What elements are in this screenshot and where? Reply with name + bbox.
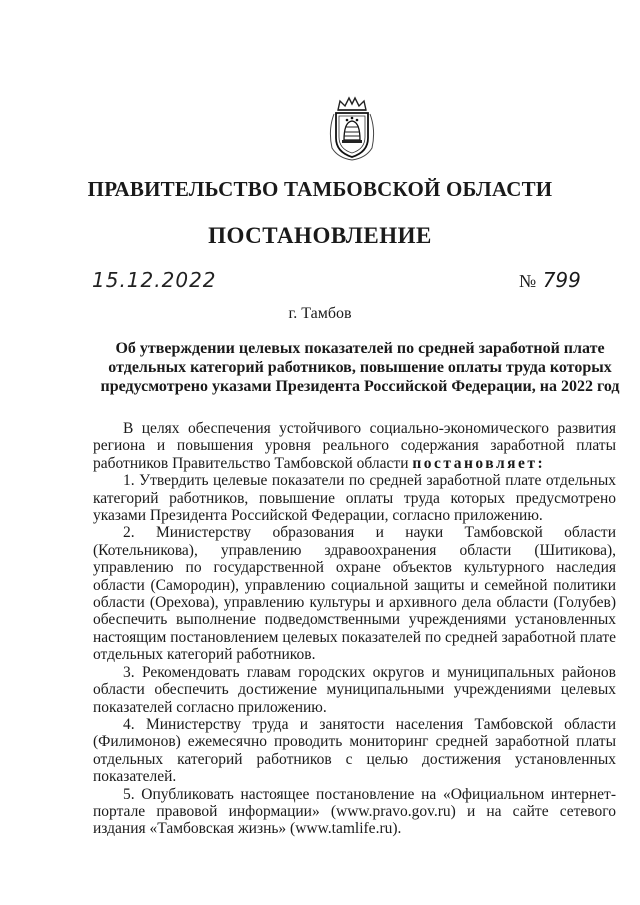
item-3-paragraph: 3. Рекомендовать главам городских округов и муниципальных районов области обеспечить достижение муниципальными учреждениями целевых показателей согласно приложению. bbox=[93, 663, 616, 716]
title-line: отдельных категорий работников, повышение оплаты труда которых bbox=[108, 359, 612, 376]
decree-word: постановляет: bbox=[412, 454, 546, 472]
document-type: ПОСТАНОВЛЕНИЕ bbox=[208, 223, 432, 248]
item-5-paragraph: 5. Опубликовать настоящее постановление на «Официальном интернет-портале правовой информации» (www.pravo.gov.ru) и на сайте сетевого издания «Тамбовская жизнь» (www.tamlife.ru). bbox=[93, 785, 616, 838]
item-4-paragraph: 4. Министерству труда и занятости населения Тамбовской области (Филимонов) ежемесячно проводить мониторинг средней заработной платы отдельных категорий работников с целью достижения установленных показателей. bbox=[93, 715, 616, 786]
number-value: 799 bbox=[542, 268, 581, 292]
tambov-coat-of-arms-icon bbox=[324, 96, 380, 162]
organization-name: ПРАВИТЕЛЬСТВО ТАМБОВСКОЙ ОБЛАСТИ bbox=[87, 177, 553, 201]
number-sign: № bbox=[519, 271, 537, 291]
title-line: предусмотрено указами Президента Российской Федерации, на 2022 год bbox=[100, 378, 620, 395]
item-1-paragraph: 1. Утвердить целевые показатели по средней заработной плате отдельных категорий работников, повышение оплаты труда которых предусмотрено указами Президента Российской Федерации, согласно приложению. bbox=[93, 472, 616, 525]
item-2-paragraph: 2. Министерству образования и науки Тамбовской области (Котельникова), управлению здравоохранения области (Шитикова), управлению по государственной охране объектов культурного наследия области (Самородин), управлению социальной защиты и семейной политики области (Орехова), управлению культуры и архивного дела области (Голубев) обеспечить выполнение подведомственными учреждениями установленных настоящим постановлением целевых показателей по средней заработной плате отдельных категорий работников. bbox=[93, 524, 616, 664]
document-date: 15.12.2022 bbox=[92, 268, 217, 292]
title-line: Об утверждении целевых показателей по средней заработной плате bbox=[115, 340, 605, 357]
document-title bbox=[100, 339, 620, 396]
document-number bbox=[519, 268, 581, 292]
document-city: г. Тамбов bbox=[288, 305, 352, 322]
preamble-paragraph bbox=[93, 420, 616, 472]
preamble-text: В целях обеспечения устойчивого социально-экономического развития региона и повышения уровня реального содержания заработной платы работников Правительство Тамбовской области bbox=[93, 420, 616, 472]
document-body bbox=[93, 420, 616, 838]
